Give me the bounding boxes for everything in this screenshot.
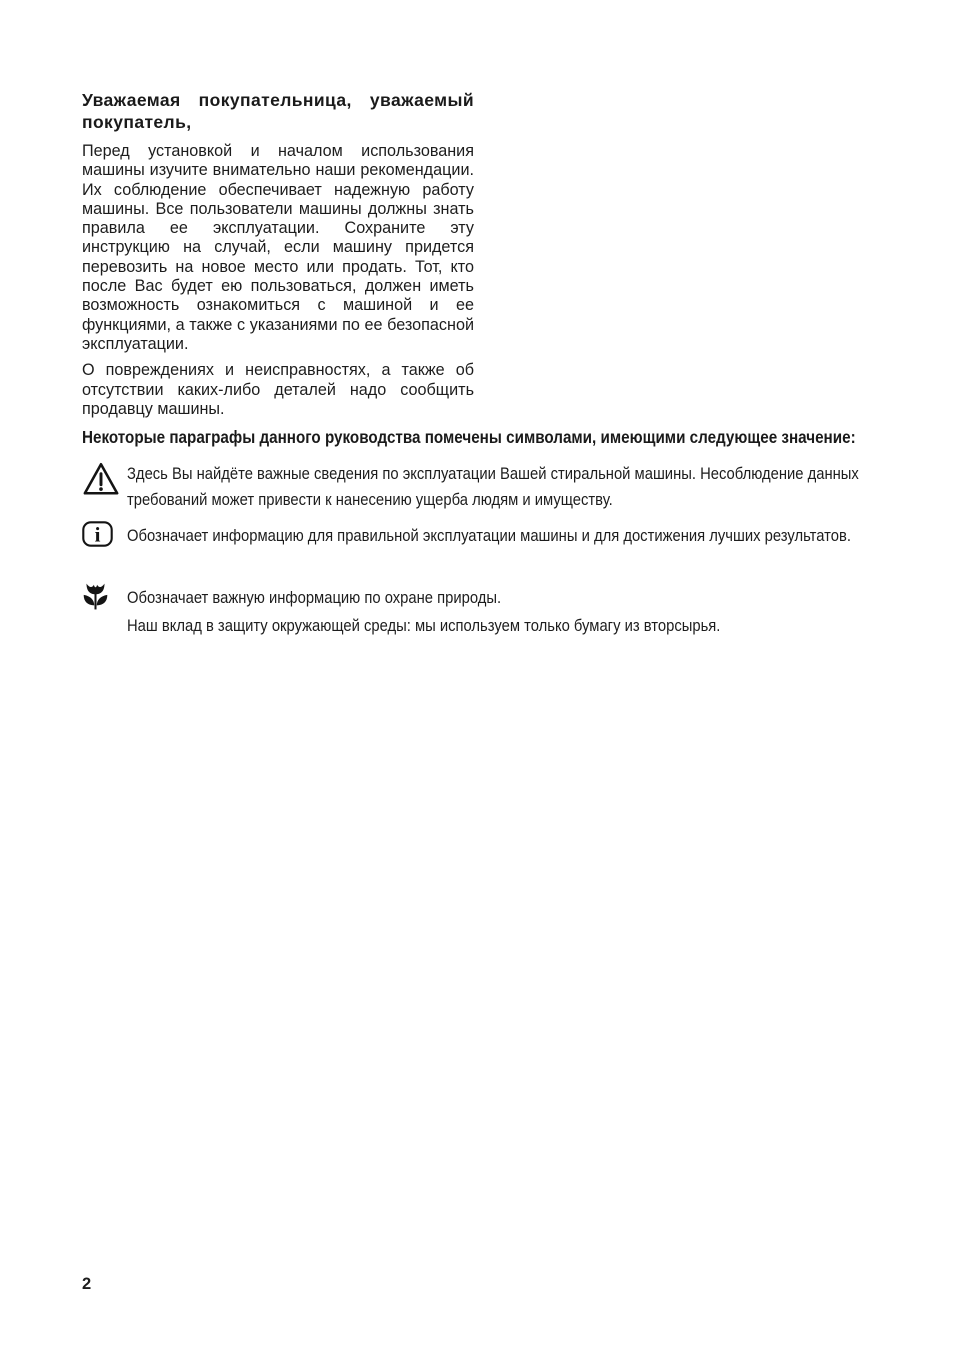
symbols-legend-intro-text: Некоторые параграфы данного руководства помечены символами, имеющими следующее значение: xyxy=(82,427,856,447)
info-text: Обозначает информацию для правильной эксплуатации машины и для достижения лучших результатов. xyxy=(127,526,851,545)
symbols-legend-intro xyxy=(82,427,954,447)
eco-text: Обозначает важную информацию по охране природы. xyxy=(127,588,502,607)
info-icon xyxy=(82,521,113,547)
warning-text: Здесь Вы найдёте важные сведения по эксплуатации Вашей стиральной машины. Несоблюдение данных требований может привести к нанесению ущерба людям и имуществу. xyxy=(127,464,859,509)
intro-paragraph-1: Перед установкой и началом использования машины изучите внимательно наши рекомендации. Их соблюдение обеспечивает надежную работу машины. Все пользователи машины должны знать правила ее эксплуатации. Сохраните эту инструкцию на случай, если машину придется перевозить на новое место или продать. Тот, кто после Вас будет ею пользоваться, должен иметь возможность ознакомиться с машиной и ее функциями, а также с указаниями по ее безопасной эксплуатации. xyxy=(82,142,474,353)
eco-note-text: Наш вклад в защиту окружающей среды: мы используем только бумагу из вторсырья. xyxy=(127,616,721,635)
warning-triangle-icon xyxy=(82,458,120,500)
svg-text:i: i xyxy=(94,522,101,547)
page-title: Уважаемая покупательница, уважаемый покупатель, xyxy=(82,90,474,132)
tulip-icon xyxy=(82,583,109,610)
intro-paragraph-2: О повреждениях и неисправностях, а также об отсутствии каких-либо деталей надо сообщить продавцу машины. xyxy=(82,361,474,418)
page-number: 2 xyxy=(82,1275,92,1293)
intro-section xyxy=(82,90,474,419)
symbol-row-eco xyxy=(82,583,954,639)
symbol-row-warning xyxy=(82,458,954,513)
symbol-row-info xyxy=(82,519,954,549)
